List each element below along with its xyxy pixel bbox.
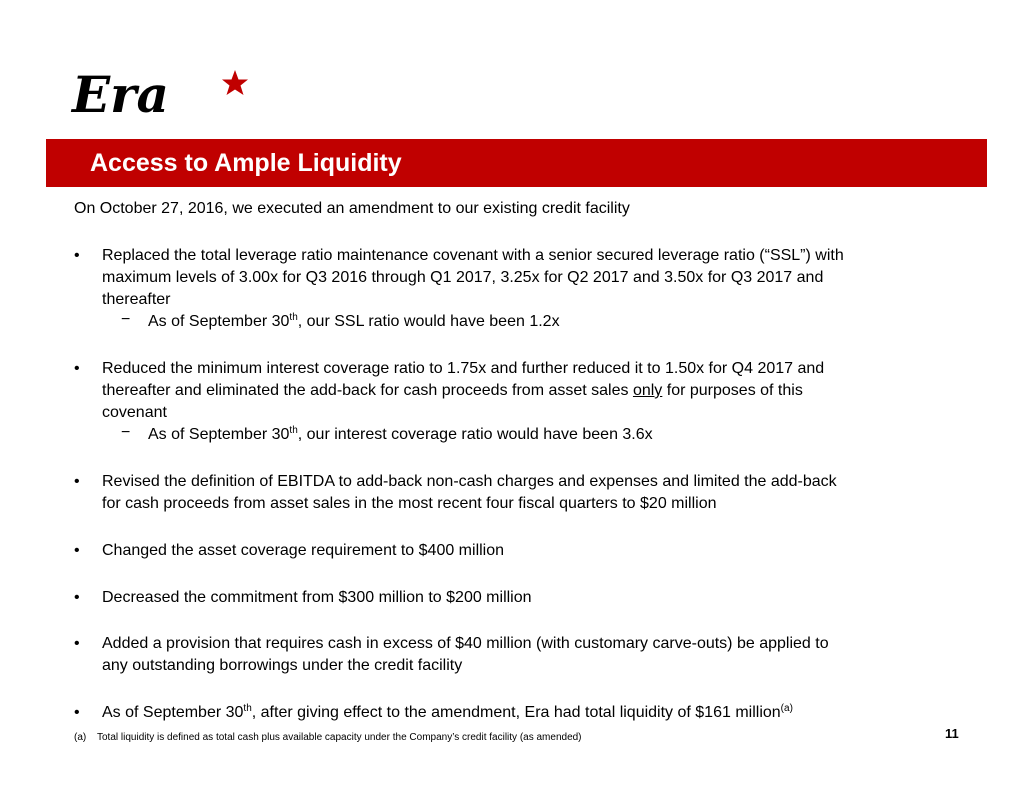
- bullet-6-line-1: Added a provision that requires cash in excess of $40 million (with customary carve-outs) be applied to: [102, 635, 829, 652]
- superscript: th: [289, 425, 298, 436]
- superscript: th: [243, 703, 252, 714]
- text-pre: thereafter and eliminated the add-back for cash proceeds from asset sales: [102, 382, 633, 399]
- bullet-icon: •: [74, 542, 80, 559]
- bullet-2-sub: [148, 424, 653, 446]
- sub-text-pre: As of September 30: [148, 313, 290, 330]
- bullet-2-line-2: [102, 380, 803, 402]
- intro-text: On October 27, 2016, we executed an amendment to our existing credit facility: [74, 200, 630, 217]
- bullet-icon: •: [74, 704, 80, 721]
- page-number: 11: [945, 726, 959, 741]
- footnote-reference: (a): [780, 703, 793, 714]
- bullet-icon: •: [74, 360, 80, 377]
- text-post: , after giving effect to the amendment, Era had total liquidity of $161 million: [251, 704, 781, 721]
- slide-title: Access to Ample Liquidity: [90, 149, 402, 177]
- sub-text-post: , our interest coverage ratio would have been 3.6x: [297, 426, 653, 443]
- bullet-icon: •: [74, 635, 80, 652]
- dash-icon: −: [121, 424, 131, 441]
- sub-text-pre: As of September 30: [148, 426, 290, 443]
- bullet-7-line-1: [102, 702, 793, 724]
- dash-icon: −: [121, 311, 131, 328]
- bullet-2-line-1: Reduced the minimum interest coverage ratio to 1.75x and further reduced it to 1.50x for Q4 2017 and: [102, 360, 825, 377]
- bullet-6-line-2: any outstanding borrowings under the credit facility: [102, 657, 463, 674]
- bullet-4-line-1: Changed the asset coverage requirement to $400 million: [102, 542, 505, 559]
- bullet-2-line-3: covenant: [102, 404, 167, 421]
- superscript: th: [289, 312, 298, 323]
- bullet-icon: •: [74, 589, 80, 606]
- bullet-3-line-1: Revised the definition of EBITDA to add-back non-cash charges and expenses and limited the add-back: [102, 473, 837, 490]
- era-logo-text: Era: [72, 66, 169, 122]
- text-post: for purposes of this: [662, 382, 803, 399]
- sub-text-post: , our SSL ratio would have been 1.2x: [297, 313, 560, 330]
- text-pre: As of September 30: [102, 704, 244, 721]
- bullet-3-line-2: for cash proceeds from asset sales in the most recent four fiscal quarters to $20 million: [102, 495, 717, 512]
- footnote-text: Total liquidity is defined as total cash plus available capacity under the Company’s credit facility (as amended): [97, 732, 582, 743]
- bullet-icon: •: [74, 247, 80, 264]
- underlined-text: only: [632, 382, 663, 399]
- bullet-1-line-1: Replaced the total leverage ratio maintenance covenant with a senior secured leverage ratio (“SSL”) with: [102, 247, 844, 264]
- bullet-5-line-1: Decreased the commitment from $300 million to $200 million: [102, 589, 532, 606]
- bullet-1-sub: [148, 311, 560, 333]
- bullet-1-line-2: maximum levels of 3.00x for Q3 2016 through Q1 2017, 3.25x for Q2 2017 and 3.50x for Q3 2017 and: [102, 269, 824, 286]
- bullet-1-line-3: thereafter: [102, 291, 171, 308]
- footnote-label: (a): [74, 732, 87, 743]
- footnote: [74, 732, 582, 743]
- bullet-icon: •: [74, 473, 80, 490]
